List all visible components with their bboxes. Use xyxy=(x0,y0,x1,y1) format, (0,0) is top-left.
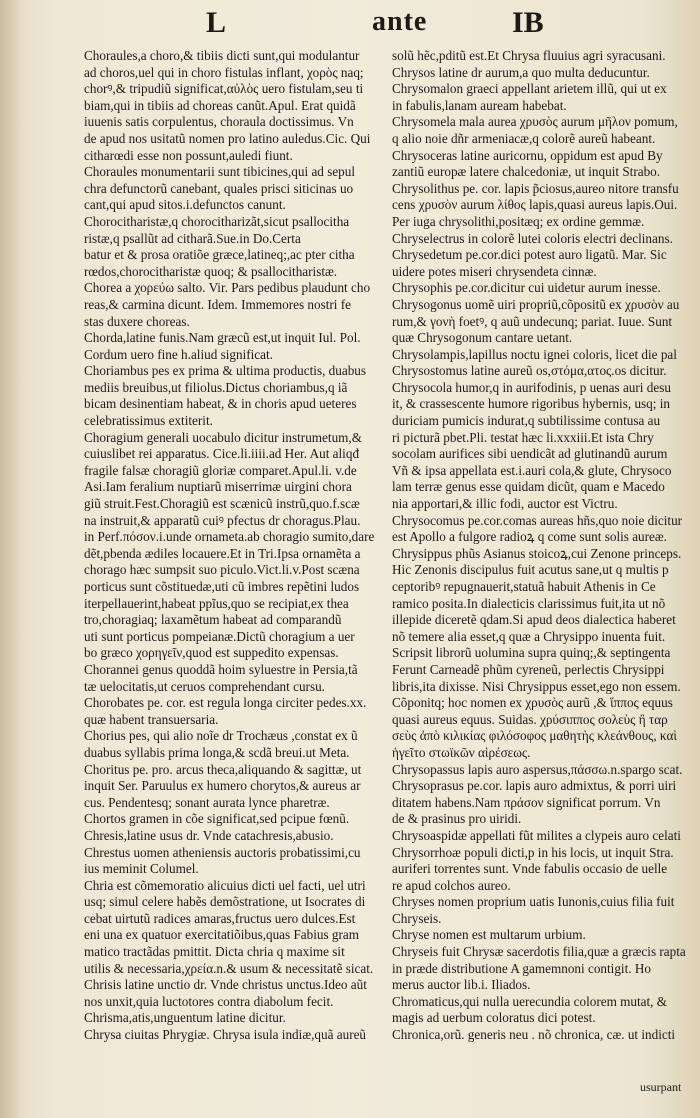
text-line: Chortos gramen in cõe significat,sed pcipue fœnũ. xyxy=(84,811,350,827)
text-line: Chronica,orũ. generis neu . nõ chronica, cæ. ut indicti xyxy=(392,1027,676,1043)
text-line: ad choros,uel qui in choro fistulas inflant, χορὸς naq; xyxy=(84,64,364,80)
running-header xyxy=(0,6,700,44)
text-line: σεὺς ἀπὸ κιλικίας φιλόσοφος μαθητὴς κλεάνθους, καὶ xyxy=(392,728,677,744)
text-line: Chrysomela mala aurea χρυσὸς aurum μῆλον pomum, xyxy=(392,114,678,130)
text-line: reas,& carmina dicunt. Idem. Immemores nostri fe xyxy=(84,296,351,312)
text-line: giũ struit.Fest.Choragiũ est scænicũ instrũ,quo.f.scæ xyxy=(84,496,360,512)
text-line: cant,qui apud sitos.i.defunctos canunt. xyxy=(84,197,286,213)
text-line: nia apportari,& illic fodi, auctor est Victru. xyxy=(392,496,618,512)
text-line: ramico posita.In dialecticis clarissimus fuit,ita ut nõ xyxy=(392,595,666,611)
text-line: ἡγεῖτο στωϊκῶν αἱρέσεως. xyxy=(392,744,531,760)
text-line: Chrysostomus latine aureũ os,στόμα,ατος.os dicitur. xyxy=(392,363,667,379)
text-line: Chrestus uomen atheniensis auctoris probatissimi,cu xyxy=(84,844,361,860)
header-right-letters: IB xyxy=(512,6,544,39)
text-line: bicam desinentiam habeat, & in choris apud ueteres xyxy=(84,396,357,412)
text-line: zantiũ europæ latere chalcedoniæ, ut inquit Strabo. xyxy=(392,164,661,180)
text-line: Chorobates pe. cor. est regula longa circiter pedes.xx. xyxy=(84,695,367,711)
text-line: celebratissimus extiterit. xyxy=(84,413,213,429)
text-line: Chryse nomen est multarum urbium. xyxy=(392,927,586,943)
text-line: stas duxere choreas. xyxy=(84,313,190,329)
left-column xyxy=(84,48,394,1044)
text-line: biam,qui in tibiis ad choreas canũt.Apul. Erat quidã xyxy=(84,97,356,113)
text-line: Chrysoprasus pe.cor. lapis auro admixtus, & porri uiri xyxy=(392,778,677,794)
text-line: Chrisis latine unctio dr. Vnde christus unctus.Ideo aũt xyxy=(84,977,367,993)
text-line: Choraules,a choro,& tibiis dicti sunt,qui modulantur xyxy=(84,48,360,63)
text-line: Chrysophis pe.cor.dicitur cui uidetur aurum inesse. xyxy=(392,280,661,296)
text-line: illepide diceretẽ qdam.Si apud deos dialectica haberet xyxy=(392,612,676,628)
text-line: auriferi torrentes sunt. Vnde fabulis occasio de uelle xyxy=(392,861,668,877)
header-left-letter: L xyxy=(206,6,227,39)
text-line: Choragium generali uocabulo dicitur instrumetum,& xyxy=(84,429,362,445)
text-line: Chryseis. xyxy=(392,910,442,926)
text-line: Chrysomalon graeci appellant arietem illũ, qui ut ex xyxy=(392,81,667,97)
text-line: citharœdi esse non possunt,auledi fiunt. xyxy=(84,147,293,163)
text-line: Choritus pe. pro. arcus theca,aliquando & sagittæ, ut xyxy=(84,761,362,777)
text-line: ditatem habens.Nam πράσον significat porrum. Vn xyxy=(392,794,661,810)
text-line: usq; simul celere habẽs demõstratione, ut Isocrates di xyxy=(84,894,366,910)
text-line: q alio noie dñr armeniacæ,q colorẽ aureũ habeant. xyxy=(392,130,656,146)
text-line: chra defunctorũ canebant, quales prisci siticinas uo xyxy=(84,180,354,196)
text-line: iuuenis satis corpulentus, choraula doctissimus. Vn xyxy=(84,114,354,130)
text-line: inquit Ser. Paruulus ex humero chorytos,& aureus ar xyxy=(84,778,361,794)
text-line: bo græco χορηγεῖν,quod est suppedito expensas. xyxy=(84,645,339,661)
text-line: Chrysopassus lapis auro aspersus,πάσσω.n.spargo scat. xyxy=(392,761,683,777)
text-line: chorꝰ,& tripudiũ significat,αὐλὸς uero fistulam,seu ti xyxy=(84,81,364,97)
text-line: Chrysolampis,lapillus noctu ignei coloris, licet die pal xyxy=(392,346,677,362)
text-line: Chrysoaspidæ appellati fũt milites a clypeis auro celati xyxy=(392,827,681,843)
text-line: Chrysa ciuitas Phrygiæ. Chrysa isula indiæ,quã aureũ xyxy=(84,1027,367,1043)
text-line: rœdos,chorocitharistæ quoq; & psallocitharistæ. xyxy=(84,263,338,279)
text-line: Chrysocola humor,q in aurifodinis, p uenas auri desu xyxy=(392,379,671,395)
text-line: in Perf.πόσον.i.unde ornameta.ab choragio sumito,dare xyxy=(84,529,375,545)
text-line: Chryselectrus in colorẽ lutei coloris electri declinans. xyxy=(392,230,673,246)
text-line: re apud colchos aureo. xyxy=(392,877,511,893)
text-line: est Apollo a fulgore radioꝝ q come sunt solis aureæ. xyxy=(392,529,667,545)
text-line: duriciam pumicis indurat,q subtilissime contusa au xyxy=(392,413,661,429)
text-line: Chrisma,atis,unguentum latine dicitur. xyxy=(84,1010,286,1026)
text-line: Chorda,latine funis.Nam græcũ est,ut inquit Iul. Pol. xyxy=(84,330,361,346)
text-line: Chrysocomus pe.cor.comas aureas hñs,quo noie dicitur xyxy=(392,512,683,528)
text-line: cuiuslibet rei apparatus. Cice.li.iiii.ad Her. Aut aliqđ xyxy=(84,446,360,462)
text-line: nõ temere alia esset,q quæ a Chrysippo inuenta fuit. xyxy=(392,628,666,644)
text-line: Choriambus pes ex prima & ultima productis, duabus xyxy=(84,363,367,379)
text-line: solũ hẽc,pditũ est.Et Chrysa fluuius agri syracusani. xyxy=(392,48,666,63)
text-line: Chryses nomen proprium uatis Iunonis,cuius filia fuit xyxy=(392,894,675,910)
text-line: Vñ & ipsa appellata est.i.auri cola,& glute, Chrysoco xyxy=(392,462,672,478)
text-line: nos unxit,quia luctotores contra diabolum fecit. xyxy=(84,993,334,1009)
text-line: Scripsit librorũ uolumina supra quinq;,& septingenta xyxy=(392,645,671,661)
text-line: tæ uelocitatis,ut ceruos comprehendant cursu. xyxy=(84,678,325,694)
text-line: porticus sunt cõstituedæ,uti cũ imbres repẽtini ludos xyxy=(84,579,360,594)
text-line: Ferunt Carneadẽ phũm cyreneũ, perlectis Chrysippi xyxy=(392,661,665,677)
text-line: Cordum uero fine h.aliud significat. xyxy=(84,346,273,362)
text-line: Chorannei genus quoddã hoim syluestre in Persia,tã xyxy=(84,661,358,677)
text-line: in præde distributione A gamemnoni contigit. Ho xyxy=(392,960,651,976)
text-line: tro,choragiaq; laxamẽtum habeat ad comparandũ xyxy=(84,612,342,628)
text-line: Chorea a χορεύω salto. Vir. Pars pedibus plaudunt cho xyxy=(84,280,371,296)
text-line: ius meminit Columel. xyxy=(84,861,199,877)
text-line: Chryseis fuit Chrysæ sacerdotis filia,quæ a græcis rapta xyxy=(392,944,686,960)
text-line: merus auctor lib.i. Iliados. xyxy=(392,977,531,993)
text-line: cebat uirtutũ radices amaras,fructus uero dulces.Est xyxy=(84,910,356,926)
text-line: quasi aureus equus. Suidas. χρύσιππος σολεὺς ἢ ταρ xyxy=(392,711,668,727)
text-line: duabus syllabis prima longa,& scdã breui.ut Meta. xyxy=(84,744,350,760)
text-line: rum,& γονὴ foetꝰ, q auũ undecunq; pariat. Iuue. Sunt xyxy=(392,313,673,329)
text-line: Asi.Iam feralium nuptiarũ miserrimæ uirgini chora xyxy=(84,479,352,495)
text-line: utilis & necessaria,χρεία.n.& usum & necessitatẽ sicat. xyxy=(84,960,374,976)
text-line: batur et & prosa oratiõe græce,latineq;,ac pter citha xyxy=(84,247,355,263)
text-line: fragile falsæ choragiũ gloriæ comparet.Apul.li. v.de xyxy=(84,462,357,478)
text-line: mediis breuibus,ut filiolus.Dictus choriambus,q iã xyxy=(84,379,348,395)
text-line: chorago hæc sumpsit suo piculo.Vict.li.v.Post scæna xyxy=(84,562,360,578)
text-line: Chrysogonus uomẽ uiri propriũ,cõpositũ ex χρυσὸν au xyxy=(392,296,680,312)
text-line: matico tractãdas pmittit. Dicta chria q maxime sit xyxy=(84,944,345,960)
text-line: ceptoribꝰ repugnauerit,statuã habuit Athenis in Ce xyxy=(392,579,656,594)
text-line: Chrysorrhoæ populi dicti,p in his locis, ut inquit Stra. xyxy=(392,844,674,860)
text-line: Chrysoceras latine auricornu, oppidum est apud By xyxy=(392,147,663,163)
text-line: uidere potes miseri chrysendeta cinnæ. xyxy=(392,263,597,279)
text-line: socolam aurifices sibi uendicãt ad glutinandũ aurum xyxy=(392,446,668,462)
text-line: cens χρυσὸν aurum λίθος lapis,quasi aureus lapis.Oui. xyxy=(392,197,678,213)
header-center-word: ante xyxy=(372,6,428,37)
text-line: Chrysos latine dr aurum,a quo multa deducuntur. xyxy=(392,64,650,80)
page-gutter-shadow xyxy=(0,0,22,1118)
text-line: Chresis,latine usus dr. Vnde catachresis,abusio. xyxy=(84,827,334,843)
text-line: quæ habent transuersaria. xyxy=(84,711,219,727)
text-line: dẽt,pbenda ædiles locauere.Et in Tri.Ipsa ornamẽta a xyxy=(84,545,361,561)
text-line: Choraules monumentarii sunt tibicines,qui ad sepul xyxy=(84,164,356,180)
text-line: magis ad uerbum coloratus dici potest. xyxy=(392,1010,596,1026)
text-line: Chrysedetum pe.cor.dici potest auro ligatũ. Mar. Sic xyxy=(392,247,667,263)
text-line: lam terræ genus esse quidam dicũt, quam e Macedo xyxy=(392,479,665,495)
text-line: Chromaticus,qui nulla uerecundia colorem mutat, & xyxy=(392,993,668,1009)
text-line: de apud nos usitatũ nomen pro latino auledus.Cic. Qui xyxy=(84,130,371,146)
text-line: quæ Chrysogonum cantare uetant. xyxy=(392,330,573,346)
text-line: iterpellauerint,habeat ppĩus,quo se recipiat,ex thea xyxy=(84,595,349,611)
text-line: eni una ex quatuor exercitatiõibus,quas Fabius gram xyxy=(84,927,360,943)
text-line: Cõponitq; hoc nomen ex χρυσὸς aurũ ,& ἵππος equus xyxy=(392,695,673,711)
catchword: usurpant xyxy=(640,1080,682,1094)
text-line: de & prasinus pro uiridi. xyxy=(392,811,522,827)
text-line: uti sunt porticus pompeianæ.Dictũ choragium a uer xyxy=(84,628,355,644)
right-column xyxy=(392,48,694,1044)
text-line: Chrysippus phũs Asianus stoicoꝝ,cui Zenone princeps. xyxy=(392,545,682,561)
text-line: na instruit,& apparatũ cuiꝰ pfectus dr choragus.Plau. xyxy=(84,512,361,528)
text-line: ristæ,q psallũt ad citharã.Sue.in Do.Certa xyxy=(84,230,301,246)
text-line: Chria est cõmemoratio alicuius dicti uel facti, uel utri xyxy=(84,877,366,893)
text-line: ri picturã pbet.Pli. testat hæc li.xxxiii.Et ista Chry xyxy=(392,429,654,445)
text-line: Chrysolithus pe. cor. lapis p̃ciosus,aureo nitore transfu xyxy=(392,180,679,196)
text-line: Chorocitharistæ,q chorocitharizãt,sicut psallocitha xyxy=(84,213,350,229)
text-line: Chorius pes, qui alio noĩe dr Trochæus ,constat ex ũ xyxy=(84,728,358,744)
text-line: it, & crassescente humore rigoribus hybernis, usq; in xyxy=(392,396,670,412)
text-line: Hic Zenonis discipulus fuit acutus sane,ut q multis p xyxy=(392,562,669,578)
text-line: in fabulis,lanam auream habebat. xyxy=(392,97,567,113)
text-line: Per iuga chrysolithi,positæq; ex ordine gemmæ. xyxy=(392,213,645,229)
text-line: cus. Pendentesq; sonant aurata lynce pharetræ. xyxy=(84,794,330,810)
text-line: libris,ita dixisse. Nisi Chrysippus esset,ego non essem. xyxy=(392,678,681,694)
